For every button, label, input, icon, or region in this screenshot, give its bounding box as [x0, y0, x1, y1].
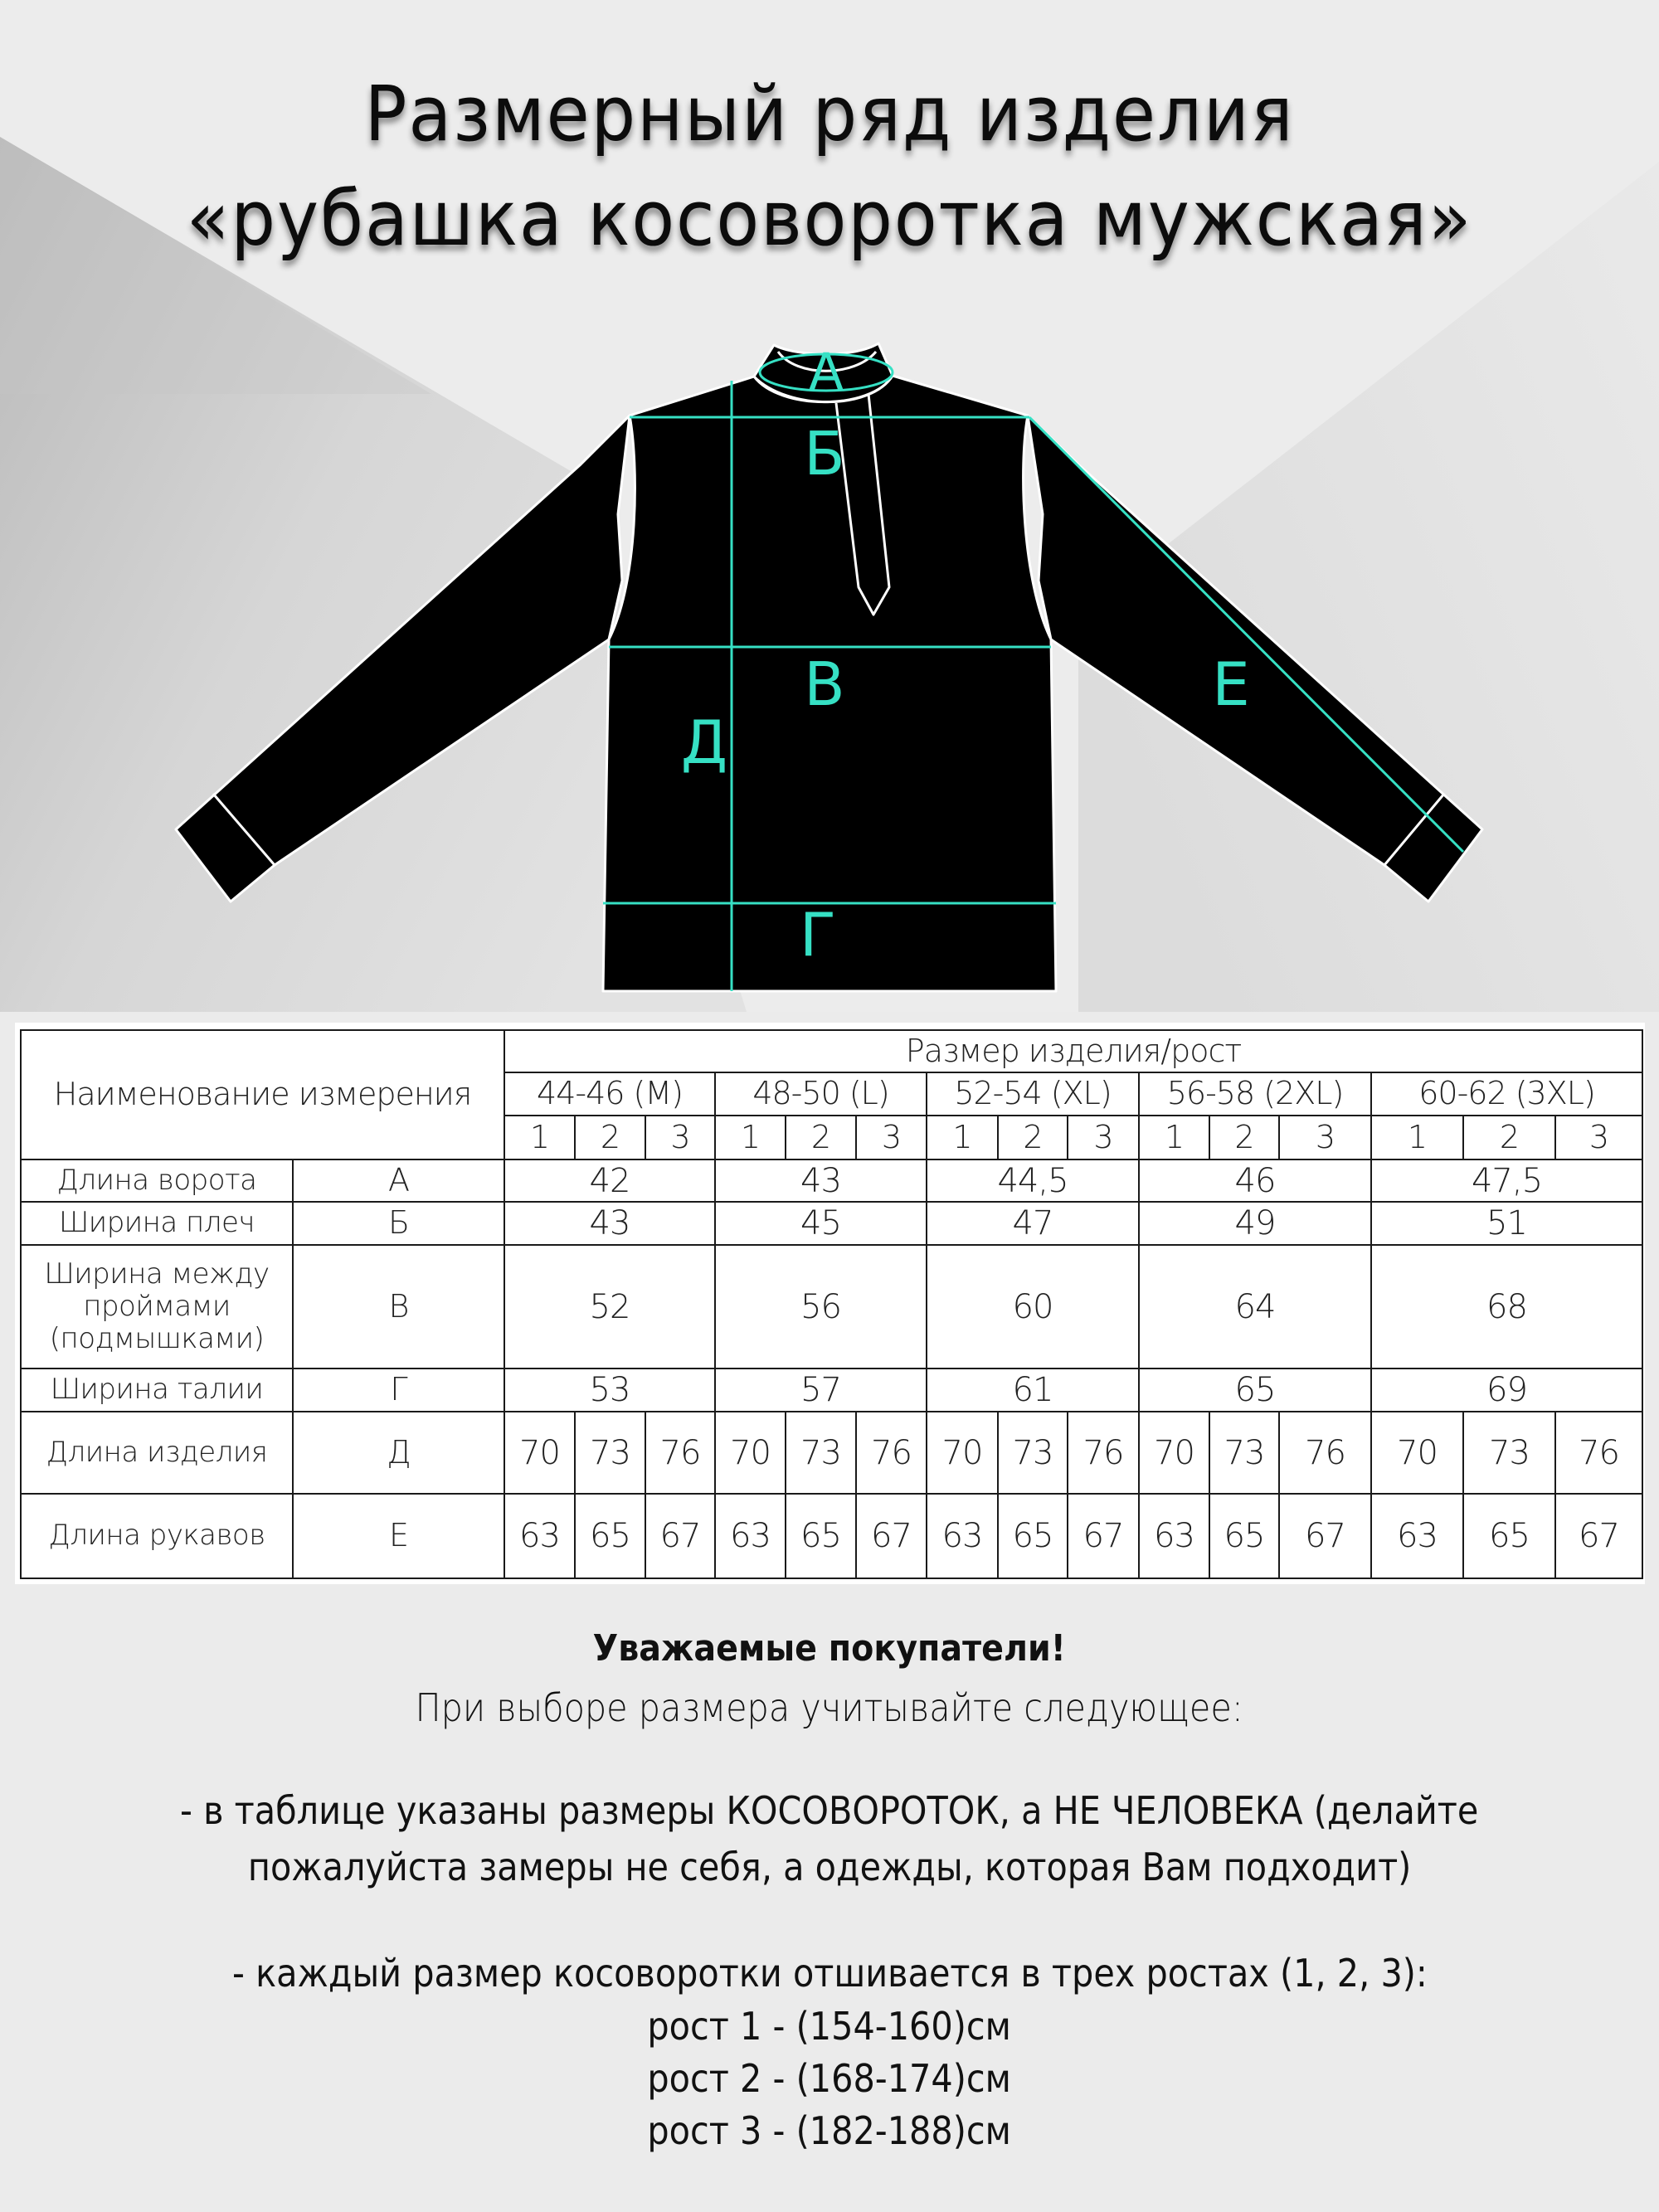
cell-value: 46: [1139, 1159, 1371, 1202]
cell-value: 43: [504, 1202, 715, 1245]
cell-value: 76: [1279, 1412, 1371, 1494]
header-height: 3: [1279, 1116, 1371, 1159]
cell-value: 63: [504, 1494, 575, 1578]
cell-value: 67: [1068, 1494, 1139, 1578]
cell-value: 52: [504, 1245, 715, 1369]
cell-value: 65: [1139, 1369, 1371, 1412]
table-row: [21, 1412, 1642, 1494]
cell-value: 73: [1209, 1412, 1279, 1494]
cell-value: 45: [715, 1202, 927, 1245]
cell-value: 65: [786, 1494, 856, 1578]
cell-value: 65: [998, 1494, 1068, 1578]
cell-value: 63: [1139, 1494, 1209, 1578]
cell-value: 63: [1371, 1494, 1463, 1578]
label-d: Д: [680, 707, 728, 777]
header-height: 1: [927, 1116, 998, 1159]
table-row: [21, 1494, 1642, 1578]
notes-greeting: Уважаемые покупатели!: [592, 1627, 1067, 1670]
cell-value: 68: [1371, 1245, 1642, 1369]
row-name: Длина рукавов: [21, 1494, 293, 1578]
cell-value: 76: [856, 1412, 927, 1494]
header-size-height: Размер изделия/рост: [504, 1030, 1642, 1072]
cell-value: 70: [715, 1412, 786, 1494]
header-height: 1: [715, 1116, 786, 1159]
cell-value: 53: [504, 1369, 715, 1412]
cell-value: 61: [927, 1369, 1139, 1412]
cell-value: 67: [856, 1494, 927, 1578]
page-title-line-1: Размерный ряд изделия: [364, 70, 1295, 158]
cell-value: 70: [1371, 1412, 1463, 1494]
notes-point-2: - каждый размер косоворотки отшивается в трех ростах (1, 2, 3):: [231, 1951, 1428, 1996]
notes-height-3: рост 3 - (182-188)см: [647, 2108, 1012, 2153]
header-size: 56-58 (2XL): [1139, 1072, 1371, 1116]
cell-value: 76: [1068, 1412, 1139, 1494]
cell-value: 63: [927, 1494, 998, 1578]
row-code: Д: [293, 1412, 504, 1494]
row-name-line: Ширина между: [44, 1257, 270, 1291]
row-code: Б: [293, 1202, 504, 1245]
header-height: 2: [1463, 1116, 1555, 1159]
cell-value: 43: [715, 1159, 927, 1202]
header-height: 1: [1139, 1116, 1209, 1159]
header-height: 2: [575, 1116, 645, 1159]
header-height: 2: [786, 1116, 856, 1159]
cell-value: 47: [927, 1202, 1139, 1245]
row-name-line: проймами: [83, 1289, 231, 1323]
header-height: 3: [1068, 1116, 1139, 1159]
header-size: 52-54 (XL): [927, 1072, 1139, 1116]
notes-point-1-line-2: пожалуйста замеры не себя, а одежды, которая Вам подходит): [247, 1845, 1412, 1889]
header-measure-name: Наименование измерения: [21, 1030, 504, 1159]
header-size: 60-62 (3XL): [1371, 1072, 1642, 1116]
cell-value: 63: [715, 1494, 786, 1578]
header-height: 1: [1371, 1116, 1463, 1159]
notes-intro: При выборе размера учитывайте следующее:: [415, 1685, 1244, 1730]
cell-value: 70: [1139, 1412, 1209, 1494]
cell-value: 51: [1371, 1202, 1642, 1245]
cell-value: 57: [715, 1369, 927, 1412]
label-b: Б: [804, 419, 845, 489]
cell-value: 64: [1139, 1245, 1371, 1369]
header-size: 48-50 (L): [715, 1072, 927, 1116]
cell-value: 60: [927, 1245, 1139, 1369]
cell-value: 65: [575, 1494, 645, 1578]
label-v: В: [804, 649, 845, 719]
cell-value: 67: [1555, 1494, 1642, 1578]
cell-value: 56: [715, 1245, 927, 1369]
cell-value: 44,5: [927, 1159, 1139, 1202]
header-height: 2: [1209, 1116, 1279, 1159]
row-name: Ширина талии: [21, 1369, 293, 1412]
cell-value: 76: [1555, 1412, 1642, 1494]
table-row: [21, 1245, 1642, 1369]
header-height: 3: [856, 1116, 927, 1159]
row-name: Ширина плеч: [21, 1202, 293, 1245]
notes-height-1: рост 1 - (154-160)см: [647, 2004, 1012, 2049]
row-code: Г: [293, 1369, 504, 1412]
size-table: [20, 1029, 1643, 1579]
cell-value: 49: [1139, 1202, 1371, 1245]
row-name-line: (подмышками): [49, 1322, 265, 1356]
row-name: [21, 1245, 293, 1369]
row-code: В: [293, 1245, 504, 1369]
cell-value: 70: [504, 1412, 575, 1494]
header-height: 3: [645, 1116, 715, 1159]
header-size: 44-46 (M): [504, 1072, 715, 1116]
label-g: Г: [800, 900, 836, 970]
table-row: [21, 1369, 1642, 1412]
cell-value: 76: [645, 1412, 715, 1494]
row-name: Длина изделия: [21, 1412, 293, 1494]
cell-value: 73: [1463, 1412, 1555, 1494]
label-e: Е: [1212, 649, 1250, 719]
cell-value: 67: [1279, 1494, 1371, 1578]
header-height: 2: [998, 1116, 1068, 1159]
table-row: [21, 1159, 1642, 1202]
cell-value: 65: [1463, 1494, 1555, 1578]
cell-value: 70: [927, 1412, 998, 1494]
label-a: А: [808, 342, 844, 402]
cell-value: 42: [504, 1159, 715, 1202]
header-height: 1: [504, 1116, 575, 1159]
notes-height-2: рост 2 - (168-174)см: [647, 2056, 1012, 2101]
cell-value: 65: [1209, 1494, 1279, 1578]
table-row: [21, 1202, 1642, 1245]
cell-value: 73: [575, 1412, 645, 1494]
cell-value: 69: [1371, 1369, 1642, 1412]
header-height: 3: [1555, 1116, 1642, 1159]
cell-value: 73: [786, 1412, 856, 1494]
page-title-line-2: «рубашка косоворотка мужская»: [186, 174, 1473, 263]
cell-value: 47,5: [1371, 1159, 1642, 1202]
row-code: А: [293, 1159, 504, 1202]
cell-value: 67: [645, 1494, 715, 1578]
cell-value: 73: [998, 1412, 1068, 1494]
notes-point-1-line-1: - в таблице указаны размеры КОСОВОРОТОК, а НЕ ЧЕЛОВЕКА (делайте: [180, 1788, 1479, 1833]
row-code: Е: [293, 1494, 504, 1578]
row-name: Длина ворота: [21, 1159, 293, 1202]
